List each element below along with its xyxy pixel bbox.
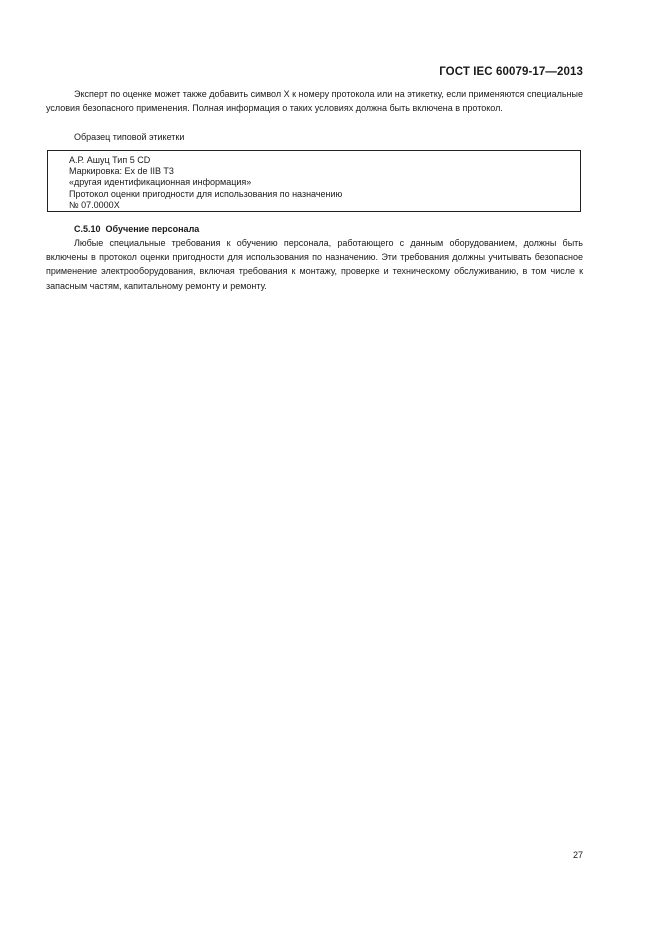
section-number: С.5.10: [74, 224, 101, 234]
sample-label-box: [47, 150, 581, 212]
label-line-other-info: «другая идентификационная информация»: [69, 177, 252, 188]
sample-caption: Образец типовой этикетки: [74, 132, 185, 142]
section-heading: [74, 224, 199, 234]
page-number: 27: [572, 850, 583, 860]
section-body-paragraph: Любые специальные требования к обучению персонала, работающего с данным оборудованием, должны быть включены в протокол оценки пригодности для использования по назначению. Эти требования должны учитывать безопасное применение электрооборудования, включая требования к монтажу, проверке и техническому обслуживанию, в том числе к запасным частям, капитальному ремонту и ремонту.: [46, 238, 583, 291]
label-line-number: № 07.0000X: [69, 199, 120, 210]
label-line-marking: Маркировка: Ex de IIB T3: [69, 166, 174, 177]
label-line-manufacturer: А.Р. Ашуц Тип 5 CD: [69, 155, 151, 165]
document-header: ГОСТ IEC 60079-17—2013: [439, 66, 583, 78]
expert-note-paragraph: Эксперт по оценке может также добавить символ X к номеру протокола или на этикетку, если применяются специальные условия безопасного применения. Полная информация о таких условиях должна быть включена в протокол.: [46, 89, 583, 114]
label-line-protocol: Протокол оценки пригодности для использования по назначению: [69, 188, 343, 199]
section-title: Обучение персонала: [105, 224, 200, 234]
